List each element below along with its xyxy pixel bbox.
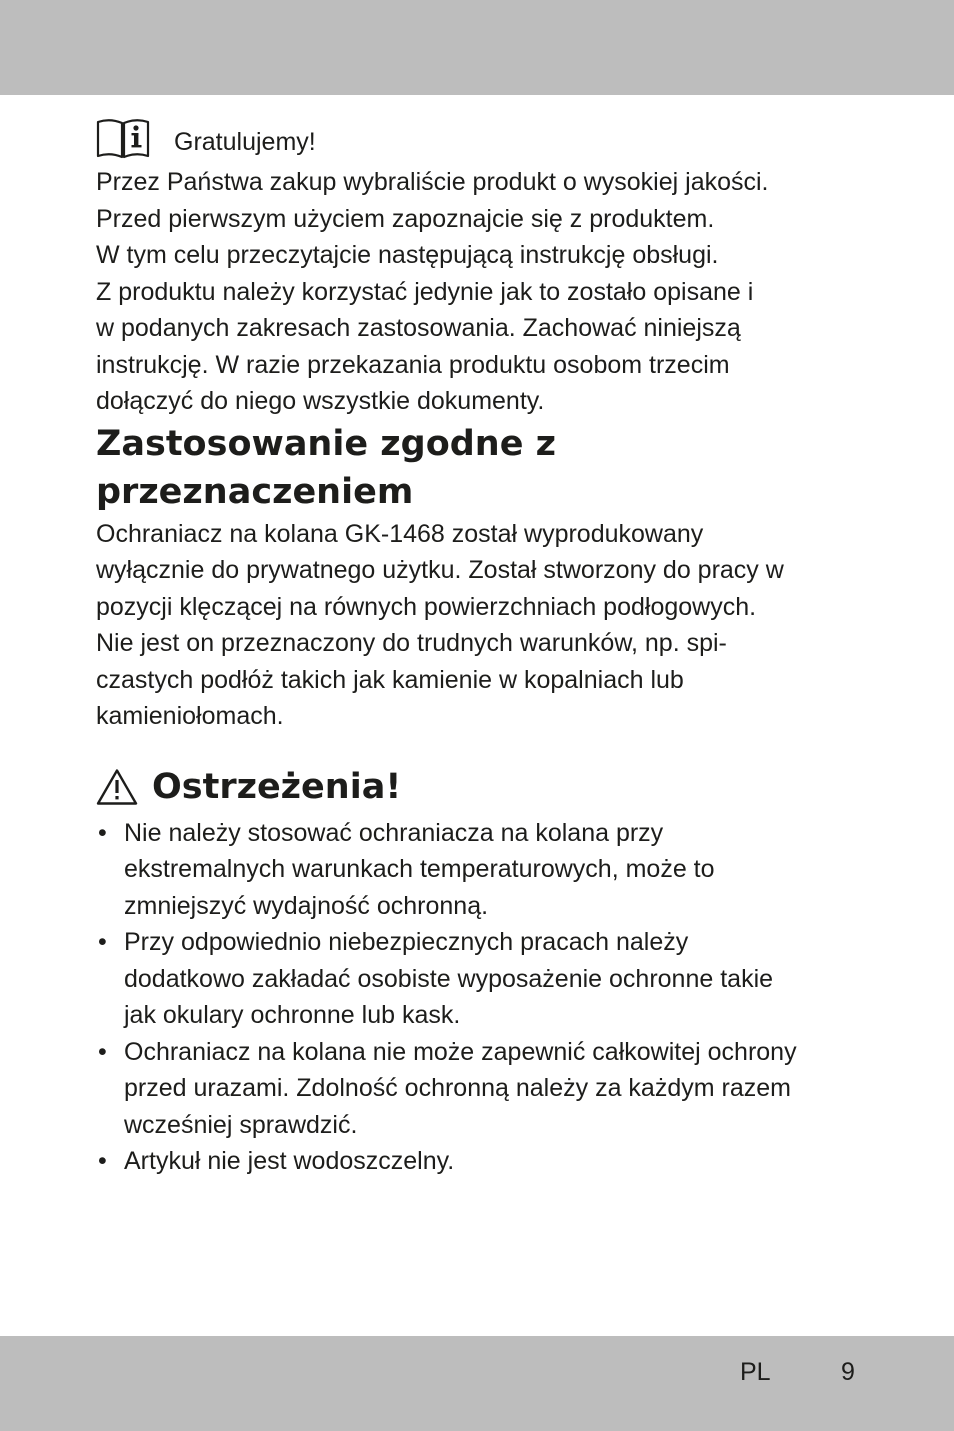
intended-use-heading-line: Zastosowanie zgodne z (96, 423, 557, 464)
intro-line: W tym celu przeczytajcie następującą instrukcję obsługi. (96, 241, 719, 269)
greeting-text: Gratulujemy! (174, 128, 316, 156)
warning-triangle-icon (96, 768, 138, 806)
list-item-line: dodatkowo zakładać osobiste wyposażenie ochronne takie (124, 964, 774, 993)
intro-first-line (96, 110, 876, 160)
intro-line: Przez Państwa zakup wybraliście produkt o wysokiej jakości. (96, 168, 769, 196)
intended-use-line: wyłącznie do prywatnego użytku. Został stworzony do pracy w (96, 556, 784, 584)
list-item-line: Artykuł nie jest wodoszczelny. (124, 1147, 455, 1175)
list-item-line: zmniejszyć wydajność ochronną. (124, 891, 489, 920)
list-item-line: Przy odpowiednio niebezpiecznych pracach należy (124, 928, 689, 956)
list-item (96, 815, 876, 925)
intended-use-line: Nie jest on przeznaczony do trudnych warunków, np. spi- (96, 629, 727, 657)
intro-line: Przed pierwszym użyciem zapoznajcie się z produktem. (96, 204, 715, 233)
intro-line: Z produktu należy korzystać jedynie jak to zostało opisane i (96, 277, 754, 306)
list-item-line: Ochraniacz na kolana nie może zapewnić całkowitej ochrony (124, 1037, 797, 1066)
page-number: 9 (841, 1358, 855, 1386)
intended-use-line: czastych podłóż takich jak kamienie w kopalniach lub (96, 665, 684, 694)
list-item (96, 924, 876, 1034)
list-item (96, 1034, 876, 1144)
intended-use-line: kamieniołomach. (96, 702, 284, 730)
list-item (96, 1143, 876, 1180)
intended-use-heading-line: przeznaczeniem (96, 471, 414, 512)
bullet-icon: • (98, 1037, 107, 1066)
warnings-heading-row (96, 763, 876, 811)
list-item-line: przed urazami. Zdolność ochronną należy za każdym razem (124, 1074, 791, 1102)
intro-line: dołączyć do niego wszystkie dokumenty. (96, 387, 545, 415)
list-item-line: jak okulary ochronne lub kask. (124, 1001, 461, 1029)
intro-line: instrukcję. W razie przekazania produktu osobom trzecim (96, 350, 730, 379)
intended-use-line: Ochraniacz na kolana GK-1468 został wyprodukowany (96, 519, 704, 548)
warnings-list (96, 815, 876, 1180)
page-content (96, 110, 876, 1180)
header-band (0, 0, 954, 95)
info-book-icon (96, 116, 150, 160)
intro-paragraph (96, 164, 876, 420)
footer-language-label: PL (740, 1358, 771, 1386)
bullet-icon: • (98, 928, 107, 956)
intro-line: w podanych zakresach zastosowania. Zachować niniejszą (96, 314, 741, 342)
list-item-line: wcześniej sprawdzić. (124, 1110, 358, 1139)
bullet-icon: • (98, 1147, 107, 1175)
warnings-heading: Ostrzeżenia! (152, 766, 402, 807)
intended-use-line: pozycji klęczącej na równych powierzchniach podłogowych. (96, 592, 757, 621)
footer-band (0, 1336, 954, 1431)
list-item-line: Nie należy stosować ochraniacza na kolana przy (124, 818, 664, 847)
bullet-icon: • (98, 818, 107, 847)
intended-use-heading (96, 420, 876, 516)
intended-use-paragraph (96, 516, 876, 735)
list-item-line: ekstremalnych warunkach temperaturowych, może to (124, 855, 715, 883)
